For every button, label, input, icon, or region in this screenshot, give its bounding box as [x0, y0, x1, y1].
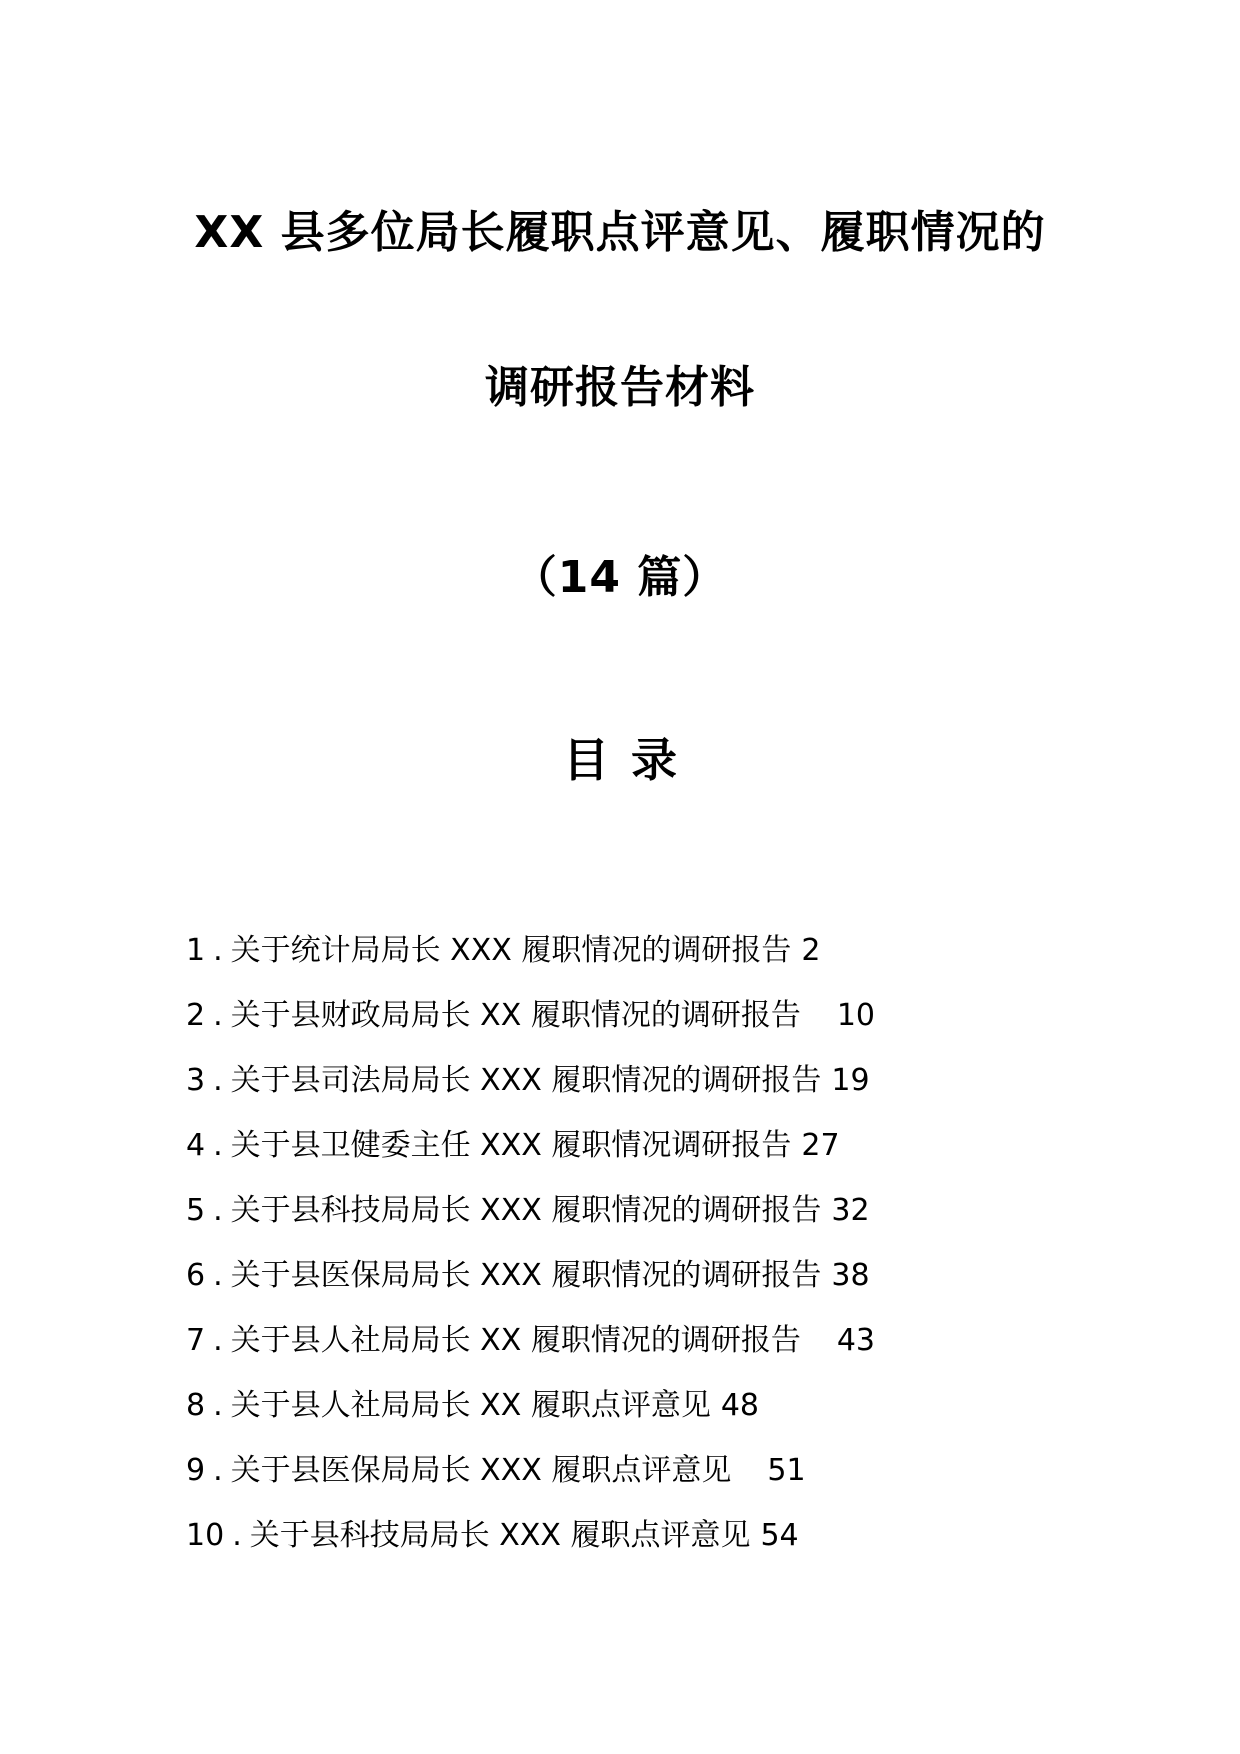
- toc-item-number: 6: [186, 1258, 206, 1293]
- toc-item-separator: .: [213, 1193, 223, 1228]
- toc-item-title: 关于县医保局局长 XXX 履职点评意见: [230, 1453, 732, 1488]
- toc-item[interactable]: [186, 1308, 1086, 1373]
- toc-item[interactable]: [186, 1178, 1086, 1243]
- toc-item-number: 1: [186, 933, 206, 968]
- toc-item-title: 关于县财政局局长 XX 履职情况的调研报告: [230, 998, 801, 1033]
- toc-item-title: 关于县人社局局长 XX 履职点评意见: [230, 1388, 711, 1423]
- toc-item-separator: .: [213, 1258, 223, 1293]
- toc-item-page: 2: [801, 933, 821, 968]
- toc-item-page: 19: [831, 1063, 870, 1098]
- toc-item-number: 8: [186, 1388, 206, 1423]
- toc-item-title: 关于县科技局局长 XXX 履职情况的调研报告: [230, 1193, 822, 1228]
- toc-item-separator: .: [213, 1128, 223, 1163]
- toc-item-title: 关于县人社局局长 XX 履职情况的调研报告: [230, 1323, 801, 1358]
- toc-item-page: 51: [767, 1453, 806, 1488]
- toc-item[interactable]: [186, 1048, 1086, 1113]
- toc-item-separator: .: [213, 1063, 223, 1098]
- toc-item[interactable]: [186, 1373, 1086, 1438]
- document-title-line-1: XX 县多位局长履职点评意见、履职情况的: [194, 207, 1046, 258]
- toc-item[interactable]: [186, 1113, 1086, 1178]
- table-of-contents: [186, 918, 1086, 1568]
- toc-item[interactable]: [186, 918, 1086, 983]
- toc-item[interactable]: [186, 1503, 1086, 1568]
- toc-item-page: 10: [836, 998, 876, 1033]
- toc-item-number: 2: [186, 998, 206, 1033]
- toc-item-page: 48: [720, 1388, 760, 1423]
- toc-item[interactable]: [186, 983, 1086, 1048]
- toc-item-separator: .: [213, 998, 223, 1033]
- toc-item-separator: .: [213, 933, 223, 968]
- toc-item-number: 10: [186, 1518, 225, 1553]
- toc-item-page: 54: [760, 1518, 799, 1553]
- toc-item-separator: .: [232, 1518, 242, 1553]
- toc-item-number: 4: [186, 1128, 206, 1163]
- toc-item-title: 关于县司法局局长 XXX 履职情况的调研报告: [230, 1063, 822, 1098]
- toc-item[interactable]: [186, 1243, 1086, 1308]
- toc-item-separator: .: [213, 1453, 223, 1488]
- toc-heading: 目录: [563, 733, 699, 787]
- document-count: （14 篇）: [512, 552, 728, 603]
- toc-item-number: 9: [186, 1453, 206, 1488]
- toc-item-title: 关于县医保局局长 XXX 履职情况的调研报告: [230, 1258, 822, 1293]
- toc-item-title: 关于统计局局长 XXX 履职情况的调研报告: [230, 933, 792, 968]
- toc-item-page: 43: [836, 1323, 876, 1358]
- toc-item-page: 27: [801, 1128, 840, 1163]
- toc-item-page: 32: [831, 1193, 870, 1228]
- toc-item-number: 7: [186, 1323, 206, 1358]
- toc-item-separator: .: [213, 1388, 223, 1423]
- toc-item-number: 5: [186, 1193, 206, 1228]
- toc-item-title: 关于县卫健委主任 XXX 履职情况调研报告: [230, 1128, 792, 1163]
- document-title-line-2: 调研报告材料: [485, 362, 755, 413]
- toc-item-title: 关于县科技局局长 XXX 履职点评意见: [249, 1518, 751, 1553]
- toc-item-number: 3: [186, 1063, 206, 1098]
- toc-item[interactable]: [186, 1438, 1086, 1503]
- toc-item-page: 38: [831, 1258, 870, 1293]
- toc-item-separator: .: [213, 1323, 223, 1358]
